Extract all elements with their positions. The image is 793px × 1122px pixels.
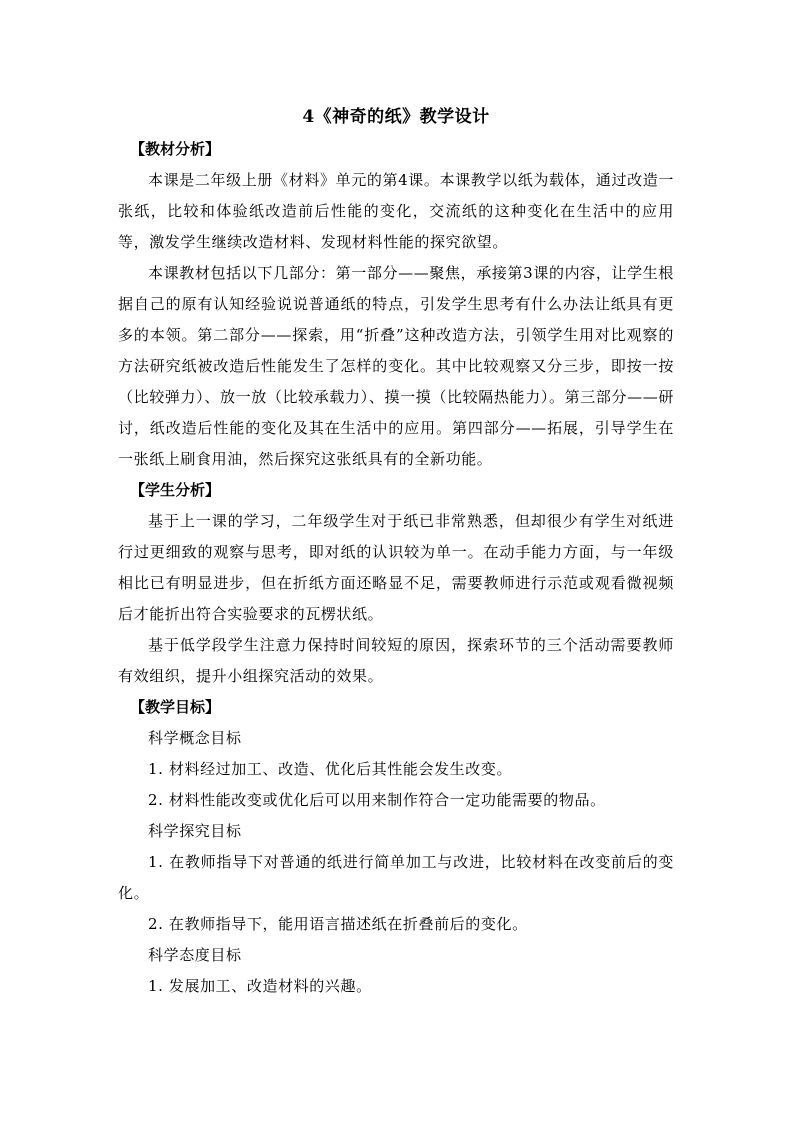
teaching-goals-heading: 【教学目标】 bbox=[130, 698, 221, 716]
science-inquiry-goal-2: 2. 在教师指导下，能用语言描述纸在折叠前后的变化。 bbox=[148, 915, 528, 933]
document-title: 4《神奇的纸》教学设计 bbox=[302, 107, 490, 127]
science-attitude-goal-1: 1. 发展加工、改造材料的兴趣。 bbox=[148, 977, 372, 995]
document-body bbox=[118, 104, 674, 1002]
science-concept-goal-2: 2. 材料性能改变或优化后可以用来制作符合一定功能需要的物品。 bbox=[148, 791, 606, 809]
science-concept-goal-1: 1. 材料经过加工、改造、优化后其性能会发生改变。 bbox=[148, 760, 513, 778]
science-concept-goals-label: 科学概念目标 bbox=[148, 729, 242, 747]
science-inquiry-goal-1: 1. 在教师指导下对普通的纸进行简单加工与改进，比较材料在改变前后的变化。 bbox=[118, 853, 674, 902]
student-analysis-paragraph-1: 基于上一课的学习，二年级学生对于纸已非常熟悉，但却很少有学生对纸进行过更细致的观察与思考，即对纸的认识较为单一。在动手能力方面，与一年级相比已有明显进步，但在折纸方面还略显不足，需要教师进行示范或观看微视频后才能折出符合实验要求的瓦楞状纸。 bbox=[118, 512, 674, 623]
science-inquiry-goals-label: 科学探究目标 bbox=[148, 822, 242, 840]
textbook-analysis-heading: 【教材分析】 bbox=[130, 140, 221, 158]
student-analysis-heading: 【学生分析】 bbox=[130, 481, 221, 499]
textbook-analysis-paragraph-2: 本课教材包括以下几部分：第一部分——聚焦，承接第3课的内容，让学生根据自己的原有认知经验说说普通纸的特点，引发学生思考有什么办法让纸具有更多的本领。第二部分——探索，用“折叠”这种改造方法，引领学生用对比观察的方法研究纸被改造后性能发生了怎样的变化。其中比较观察又分三步，即按一按（比较弹力）、放一放（比较承载力）、摸一摸（比较隔热能力）。第三部分——研讨，纸改造后性能的变化及其在生活中的应用。第四部分——拓展，引导学生在一张纸上刷食用油，然后探究这张纸具有的全新功能。 bbox=[118, 264, 674, 468]
student-analysis-paragraph-2: 基于低学段学生注意力保持时间较短的原因，探索环节的三个活动需要教师有效组织，提升小组探究活动的效果。 bbox=[118, 636, 674, 685]
textbook-analysis-paragraph-1: 本课是二年级上册《材料》单元的第4课。本课教学以纸为载体，通过改造一张纸，比较和体验纸改造前后性能的变化，交流纸的这种变化在生活中的应用等，激发学生继续改造材料、发现材料性能的探究欲望。 bbox=[118, 171, 674, 251]
science-attitude-goals-label: 科学态度目标 bbox=[148, 946, 242, 964]
